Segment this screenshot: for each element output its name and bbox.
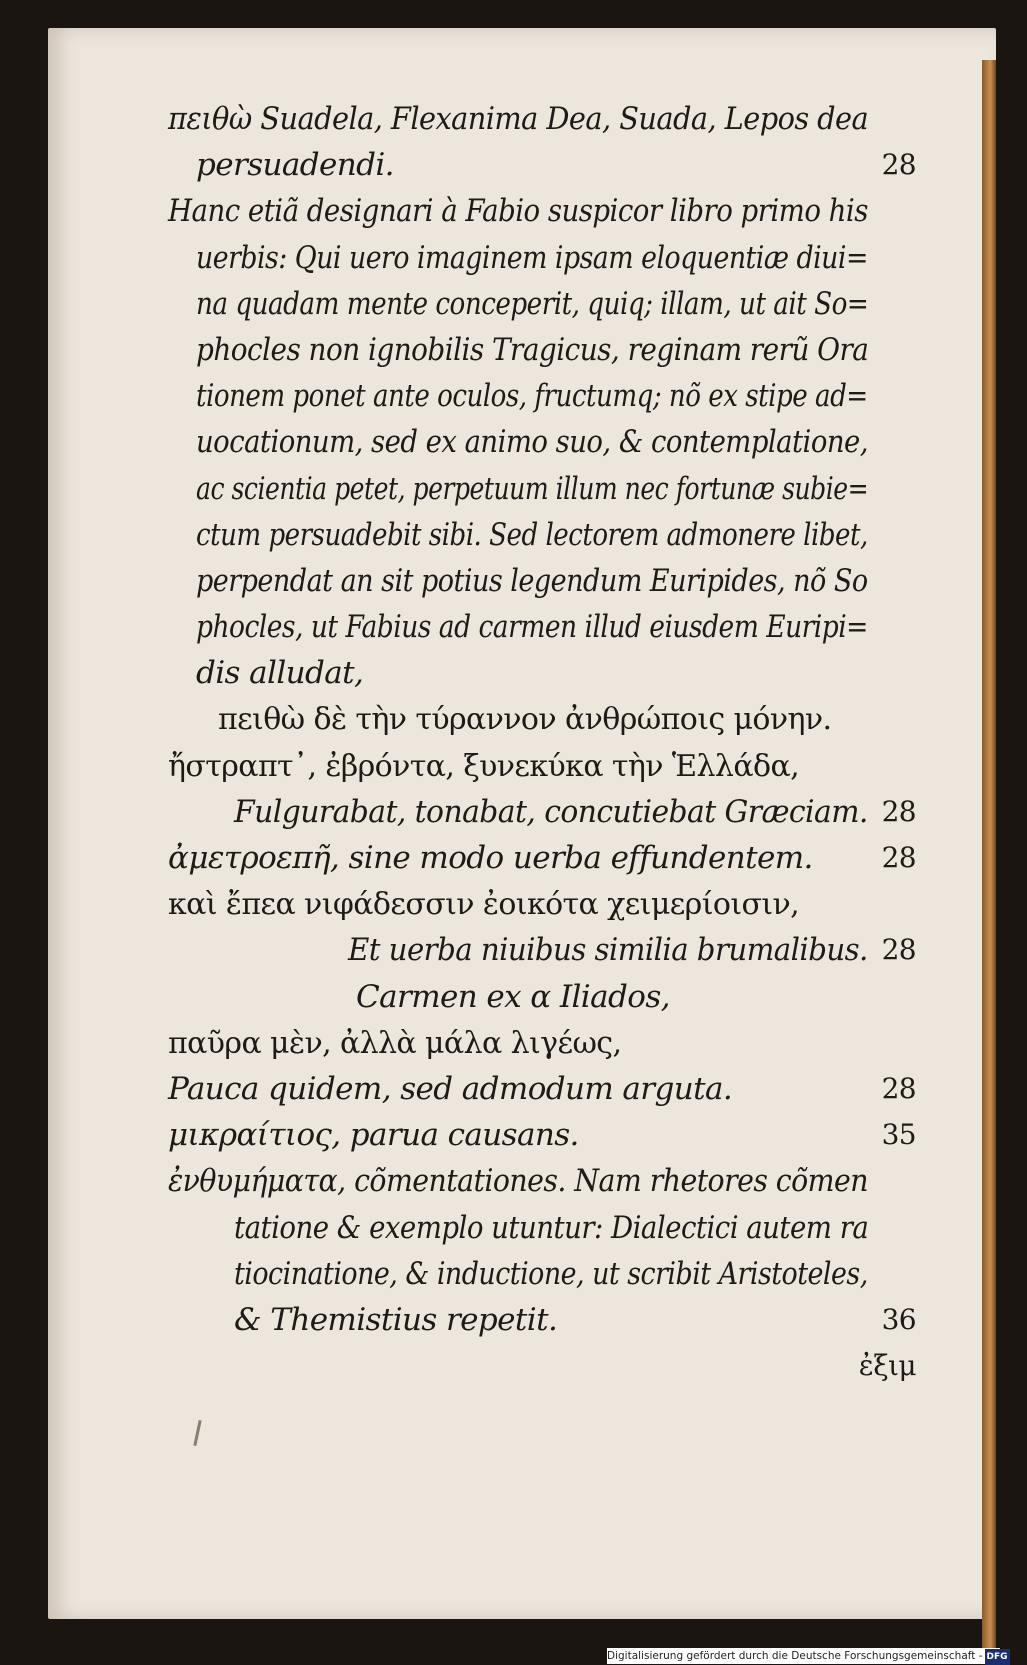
- text-line: [168, 604, 928, 650]
- text-line: [168, 373, 928, 419]
- margin-number: 36: [881, 1302, 916, 1336]
- text-line: [168, 927, 928, 973]
- line-text: persuadendi.: [196, 147, 394, 184]
- line-text: μικραίτιος, parua causans.: [168, 1117, 579, 1154]
- line-text: phocles, ut Fabius ad carmen illud eiusdem Euripi=: [196, 609, 868, 646]
- line-text: uerbis: Qui uero imaginem ipsam eloquentiæ diui=: [196, 239, 868, 276]
- text-line: [168, 512, 928, 558]
- text-line: [168, 281, 928, 327]
- line-text: Pauca quidem, sed admodum arguta.: [168, 1070, 733, 1107]
- text-line: [168, 96, 928, 142]
- line-text: Fulgurabat, tonabat, concutiebat Græciam.: [234, 793, 868, 830]
- text-line: [168, 1297, 928, 1343]
- text-line: [168, 650, 928, 696]
- line-text: Et uerba niuibus similia brumalibus.: [348, 932, 868, 969]
- line-text: na quadam mente conceperit, quiq; illam, ut ait So=: [196, 285, 869, 322]
- footer-text: Digitalisierung gefördert durch die Deutsche Forschungsgemeinschaft -: [607, 1650, 983, 1662]
- line-text: ἤστραπτ᾽, ἐβρόντα, ξυνεκύκα τὴν Ἑλλάδα,: [168, 748, 800, 784]
- text-line: [168, 188, 928, 234]
- text-line: [168, 1205, 928, 1251]
- text-line: [168, 1020, 928, 1066]
- line-text: ac scientia petet, perpetuum illum nec fortunæ subie=: [196, 470, 869, 507]
- margin-number: 28: [881, 1071, 916, 1105]
- line-text: ἐνθυμήματα, cõmentationes. Nam rhetores cõmen: [168, 1163, 868, 1200]
- text-line: [168, 1112, 928, 1158]
- line-text: tiocinatione, & inductione, ut scribit Aristoteles,: [234, 1255, 868, 1292]
- text-line: [168, 142, 928, 188]
- catchword: ἐξιμ: [858, 1349, 916, 1383]
- text-line: [168, 881, 928, 927]
- digitization-footer: [607, 1648, 1008, 1664]
- margin-number: 28: [881, 841, 916, 874]
- text-line: [168, 466, 928, 512]
- text-line: [168, 1158, 928, 1204]
- text-line: [168, 1066, 928, 1112]
- text-line: [168, 1251, 928, 1297]
- line-text: tatione & exemplo utuntur: Dialectici autem ra: [234, 1209, 869, 1246]
- text-line: [168, 558, 928, 604]
- line-text: perpendat an sit potius legendum Euripides, nõ So: [196, 562, 868, 599]
- text-line: [168, 235, 928, 281]
- dfg-logo: DFG: [985, 1649, 1010, 1665]
- text-line: [168, 974, 928, 1020]
- line-text: καὶ ἔπεα νιφάδεσσιν ἐοικότα χειμερίοισιν,: [168, 887, 800, 923]
- line-text: ctum persuadebit sibi. Sed lectorem admonere libet,: [196, 516, 868, 553]
- text-line: [168, 419, 928, 465]
- margin-number: 28: [881, 794, 916, 828]
- line-text: & Themistius repetit.: [234, 1301, 558, 1338]
- text-line: [168, 696, 928, 742]
- page-edge: [982, 60, 996, 1650]
- line-text: uocationum, sed ex animo suo, & contemplatione,: [196, 424, 868, 461]
- line-text: Carmen ex α Iliados,: [356, 978, 670, 1015]
- line-text: dis alludat,: [196, 655, 364, 692]
- line-text: παῦρα μὲν, ἀλλὰ μάλα λιγέως,: [168, 1025, 622, 1061]
- line-text: Hanc etiã designari à Fabio suspicor libro primo his: [168, 193, 868, 230]
- text-block: [168, 96, 928, 1389]
- line-text: πειθὼ Suadela, Flexanima Dea, Suada, Lepos dea: [168, 101, 869, 137]
- margin-number: 35: [881, 1118, 916, 1152]
- line-text: phocles non ignobilis Tragicus, reginam rerũ Ora: [196, 331, 869, 368]
- line-text: tionem ponet ante oculos, fructumq; nõ ex stipe ad=: [196, 378, 868, 415]
- line-text: ἀμετροεπῆ, sine modo uerba effundentem.: [168, 840, 813, 876]
- margin-number: 28: [881, 933, 916, 967]
- line-text: πειθὼ δὲ τὴν τύραννον ἀνθρώποις μόνην.: [218, 702, 832, 738]
- text-line: [168, 327, 928, 373]
- text-line: [168, 835, 928, 881]
- catchword-line: [168, 1343, 928, 1389]
- text-line: [168, 789, 928, 835]
- margin-number: 28: [881, 148, 916, 182]
- text-line: [168, 743, 928, 789]
